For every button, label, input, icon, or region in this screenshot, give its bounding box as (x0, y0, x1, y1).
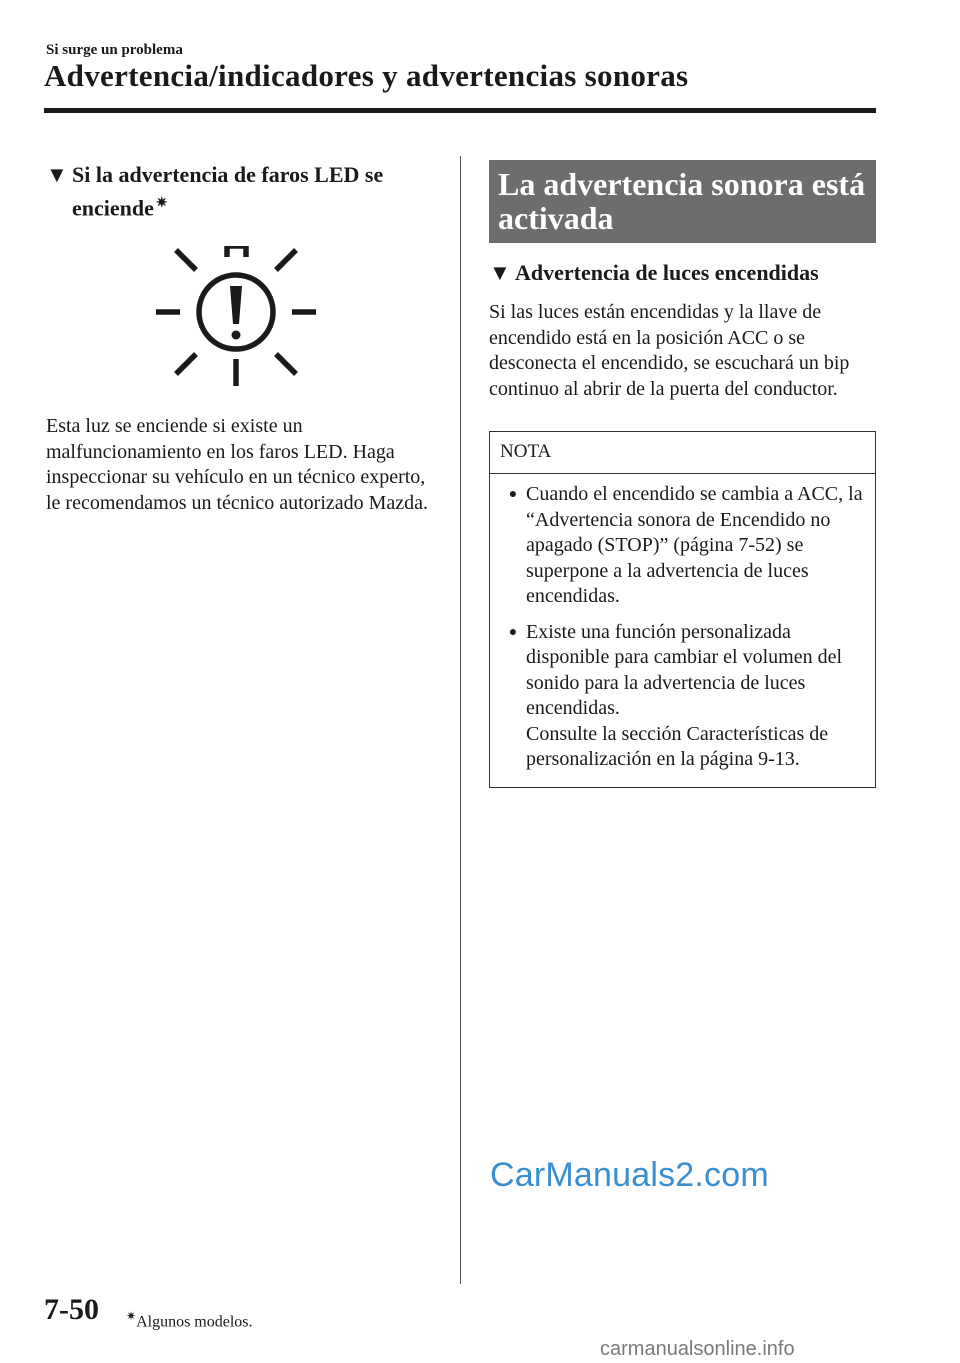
section-label: Si surge un problema (46, 42, 183, 58)
footnote (126, 1309, 253, 1331)
asterisk-icon: ✷ (155, 196, 168, 211)
triangle-bullet-icon: ▼ (46, 162, 68, 187)
led-warning-heading (46, 160, 442, 222)
nota-item (500, 482, 867, 610)
section-banner: La advertencia sonora está activada (489, 160, 876, 243)
nota-item-reference: Consulte la sección Características de personalización en la página 9-13. (526, 722, 829, 770)
nota-item-text: Cuando el encendido se cambia a ACC, la “Advertencia sonora de Encendido no apagado (STOP)” (página 7-52) se superpone a la advertencia de luces encendidas. (526, 483, 863, 607)
header-rule (44, 108, 876, 113)
triangle-bullet-icon: ▼ (489, 260, 511, 285)
led-warning-description: Esta luz se enciende si existe un malfuncionamiento en los faros LED. Haga inspeccionar su vehículo en un técnico experto, le recomendamos un técnico autorizado Mazda. (46, 415, 429, 514)
led-warning-heading-text: Si la advertencia de faros LED se enciende (72, 162, 384, 221)
nota-list (490, 474, 875, 787)
bullet-icon: ● (508, 487, 518, 502)
led-headlight-warning-icon (156, 246, 316, 394)
nota-title: NOTA (490, 432, 875, 474)
watermark-logo: CarManuals2.com (490, 1156, 769, 1194)
lights-on-warning-description: Si las luces están encendidas y la llave de encendido está en la posición ACC o se desconecta el encendido, se escuchará un bip continuo al abrir de la puerta del conductor. (489, 301, 850, 400)
page-number: 7-50 (44, 1293, 99, 1326)
bullet-icon: ● (508, 624, 518, 640)
right-column (489, 160, 876, 788)
nota-item-text: Existe una función personalizada disponible para cambiar el volumen del sonido para la advertencia de luces encendidas. (526, 620, 843, 719)
nota-box (489, 431, 876, 788)
footnote-text: Algunos modelos. (136, 1313, 253, 1331)
lights-on-warning-heading (489, 258, 876, 287)
asterisk-icon: ✷ (126, 1309, 137, 1323)
column-divider (460, 156, 461, 1284)
lights-on-warning-heading-text: Advertencia de luces encendidas (515, 260, 819, 285)
page-title: Advertencia/indicadores y advertencias sonoras (44, 58, 689, 93)
nota-item (500, 620, 867, 773)
bottom-watermark: carmanualsonline.info (600, 1338, 795, 1360)
left-column (46, 160, 442, 516)
